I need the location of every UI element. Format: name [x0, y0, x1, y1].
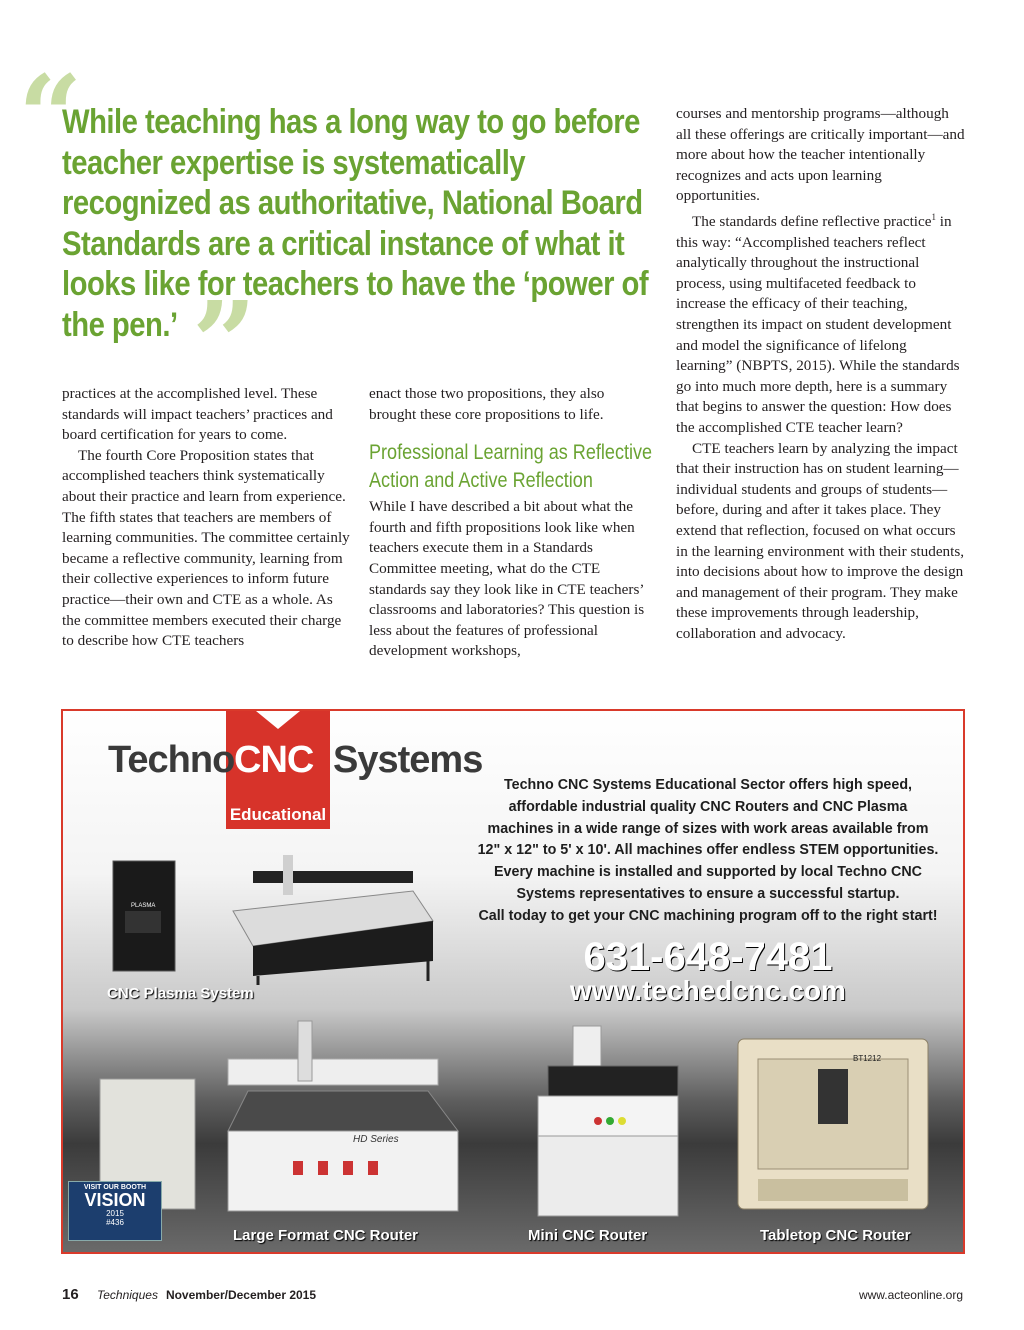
ad-copy-line: 12" x 12" to 5' x 10'. All machines offer endless STEM opportunities.: [477, 842, 939, 859]
logo-cnc: CNC: [234, 739, 314, 781]
article-column-3: [676, 104, 966, 645]
article-column-1: [62, 384, 352, 652]
tabletop-model-label: BT1212: [853, 1054, 882, 1063]
mini-router-image: [518, 1016, 688, 1221]
close-quote-mark: ”: [192, 278, 257, 409]
open-quote-mark: “: [18, 52, 83, 183]
ad-copy: [453, 775, 963, 928]
paragraph: practices at the accomplished level. These standards will impact teachers’ practices and board certification for years to come.: [62, 385, 333, 444]
ad-copy-line: Systems representatives to ensure a successful startup.: [516, 885, 900, 902]
publication-name: Techniques: [97, 1288, 158, 1302]
paragraph: While I have described a bit about what the fourth and fifth propositions look like when teachers execute them in a Standards Committee meeting, what do the CTE standards say they look like in CTE teachers’ classrooms and laboratories? This question is less about the features of professional development workshops,: [369, 498, 645, 660]
logo-educational: Educational: [226, 805, 330, 825]
caption-plasma: CNC Plasma System: [107, 985, 254, 1002]
footer-url: www.acteonline.org: [858, 1288, 963, 1302]
paragraph: courses and mentorship programs—although all these offerings are critically important—and more about how the teacher intentionally recognizes and acts upon learning opportunities.: [676, 105, 965, 205]
logo-systems: Systems: [333, 739, 483, 781]
techno-cnc-advertisement: [61, 709, 965, 1254]
booth-visit: VISIT OUR BOOTH: [83, 1184, 147, 1191]
booth-number: #436: [106, 1218, 124, 1227]
tabletop-router-image: [733, 1029, 933, 1219]
plasma-panel-label: PLASMA: [131, 903, 156, 909]
logo-techno: Techno: [108, 739, 235, 781]
ad-copy-line: machines in a wide range of sizes with work areas available from: [487, 820, 929, 837]
paragraph: The fourth Core Proposition states that accomplished teachers think systematically about their practice and learn from experience. The fifth states that teachers are members of learning communities. The committee certainly became a reflective community, learning from their collective experiences to inform future practice—their own and CTE as a whole. As the committee members executed their charge to describe how CTE teachers: [62, 446, 350, 650]
hd-series-label: HD Series: [353, 1134, 399, 1145]
text: The standards define reflective practice: [692, 213, 932, 231]
caption-tabletop-router: Tabletop CNC Router: [760, 1227, 911, 1244]
paragraph: [676, 207, 966, 439]
caption-large-router: Large Format CNC Router: [233, 1227, 419, 1244]
issue-date: November/December 2015: [165, 1288, 317, 1302]
paragraph: enact those two propositions, they also brought these core propositions to life.: [369, 385, 605, 423]
ad-website: www.techedcnc.com: [570, 975, 846, 1006]
ad-phone: 631-648-7481: [583, 935, 833, 979]
logo-notch: [256, 711, 300, 729]
pull-quote: While teaching has a long way to go before teacher expertise is systematically recognized as authoritative, National Board Standards are a critical instance of what it looks like for teachers to have the ‘power of the pen.’: [62, 103, 649, 344]
ad-copy-line: affordable industrial quality CNC Routers and CNC Plasma: [508, 798, 908, 815]
booth-vision: VISION: [84, 1190, 146, 1210]
footer-publication: [97, 1288, 316, 1302]
ad-copy-line: Every machine is installed and supported by local Techno CNC: [494, 864, 922, 881]
ad-copy-line: Techno CNC Systems Educational Sector offers high speed,: [503, 777, 913, 793]
text: in this way: “Accomplished teachers reflect analytically throughout the instructional process, using multifaceted feedback to increase the efficacy of their teaching, strengthen its impact on student development and model the significance of lifelong learning” (NBPTS, 2015). While the standards go into much more depth, here is a summary that begins to answer the question: How does the accomplished CTE teacher learn?: [676, 213, 960, 436]
article-column-2: [369, 384, 654, 662]
page-number: 16: [62, 1286, 79, 1303]
booth-year: 2015: [106, 1209, 124, 1218]
section-subhead: Professional Learning as Reflective Action and Active Reflection: [369, 441, 653, 493]
vision-booth-badge: [68, 1181, 162, 1241]
plasma-machine-image: [103, 851, 443, 986]
caption-mini-router: Mini CNC Router: [528, 1227, 648, 1244]
ad-copy-line: Call today to get your CNC machining program off to the right start!: [478, 907, 938, 924]
paragraph: CTE teachers learn by analyzing the impact that their instruction has on student learning—individual students and groups of students—before, during and after it takes place. They extend that reflection, focused on what occurs in the learning environment with their students, into decisions about how to improve the design and management of their program. They make these improvements through leadership, collaboration and advocacy.: [676, 439, 965, 642]
footnote-ref: 1: [931, 211, 936, 222]
